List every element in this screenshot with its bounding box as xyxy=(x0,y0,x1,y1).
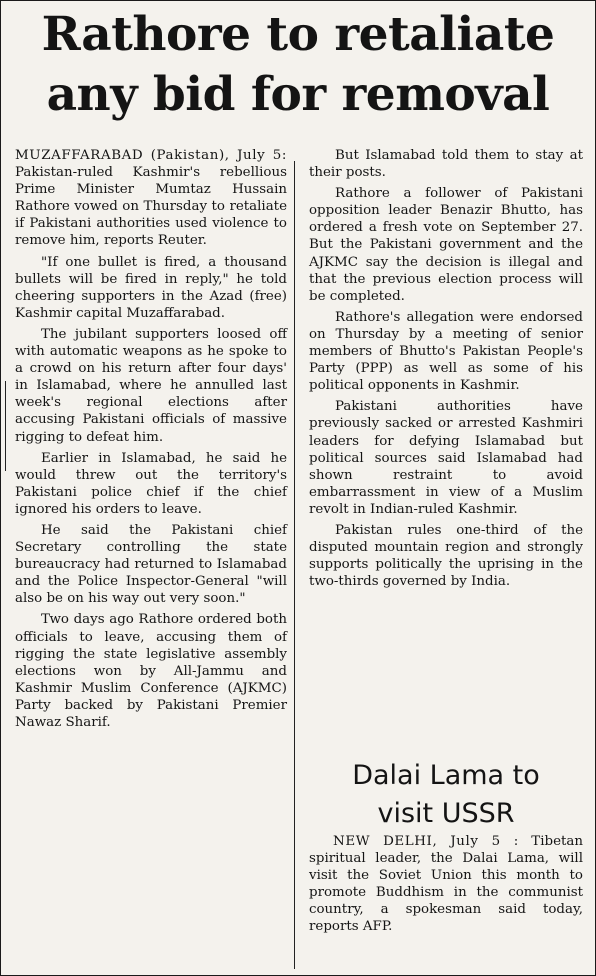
article-dateline: MUZAFFARABAD (Pakistan), July 5: xyxy=(15,148,287,163)
article-paragraph-2: "If one bullet is fired, a thousand bullets will be fired in reply," he told cheering supporters in the Azad (free) Kashmir capital Muzaffarabad. xyxy=(15,254,287,321)
column-divider xyxy=(294,161,295,969)
article-paragraph-5: He said the Pakistani chief Secretary controlling the state bureaucracy had returned to Islamabad and the Police Inspector-General "will also be on his way out very soon." xyxy=(15,522,287,607)
headline-line-1: Rathore to retaliate xyxy=(41,7,555,62)
brief-dateline: NEW DELHI, July 5 : xyxy=(333,834,519,849)
brief-body: Tibetan spiritual leader, the Dalai Lama, will visit the Soviet Union this month to promote Buddhism in the communist country, a spokesman said today, reports AFP. xyxy=(309,834,583,935)
article-paragraph-3: The jubilant supporters loosed off with automatic weapons as he spoke to a crowd on his return after four days' in Islamabad, where he annulled last week's regional elections after accusing Pakistani officials of massive rigging to defeat him. xyxy=(15,326,287,445)
article-paragraph-6: Two days ago Rathore ordered both officials to leave, accusing them of rigging the state legislative assembly elections won by All-Jammu and Kashmir Muslim Conference (AJKMC) Party backed by Pakistani Premier Nawaz Sharif. xyxy=(15,612,287,730)
brief-headline-line-2: visit USSR xyxy=(377,798,515,829)
article-paragraph-4: Earlier in Islamabad, he said he would threw out the territory's Pakistani police chief if the chief ignored his orders to leave. xyxy=(15,450,287,517)
article-paragraph-9: Rathore's allegation were endorsed on Thursday by a meeting of senior members of Bhutto's Pakistan People's Party (PPP) as well as some of his political opponents in Kashmir. xyxy=(309,309,583,394)
brief-article xyxy=(309,833,583,936)
article-paragraph-8: Rathore a follower of Pakistani opposition leader Benazir Bhutto, has ordered a fresh vote on September 27. But the Pakistani government and the AJKMC say the decision is illegal and that the previous election process will be completed. xyxy=(309,186,583,304)
main-headline xyxy=(5,5,591,125)
margin-rule xyxy=(5,381,6,471)
article-paragraph-7: But Islamabad told them to stay at their posts. xyxy=(309,148,583,181)
article-paragraph-11: Pakistan rules one-third of the disputed mountain region and strongly supports politically the uprising in the two-thirds governed by India. xyxy=(309,522,583,590)
brief-headline-line-1: Dalai Lama to xyxy=(352,760,540,791)
article-column-right xyxy=(309,147,583,594)
brief-headline xyxy=(309,757,583,833)
headline-line-2: any bid for removal xyxy=(46,67,550,122)
article-paragraph-10: Pakistani authorities have previously sacked or arrested Kashmiri leaders for defying Islamabad but political sources said Islamabad had shown restraint to avoid embarrassment in view of a Muslim revolt in Indian-ruled Kashmir. xyxy=(309,399,583,517)
article-paragraph-1: MUZAFFARABAD (Pakistan), July 5: Pakistan-ruled Kashmir's rebellious Prime Minister Mumtaz Hussain Rathore vowed on Thursday to retaliate if Pakistani authorities used violence to remove him, reports Reuter. xyxy=(15,148,287,249)
brief-paragraph xyxy=(309,833,583,936)
article-column-left xyxy=(15,147,287,735)
